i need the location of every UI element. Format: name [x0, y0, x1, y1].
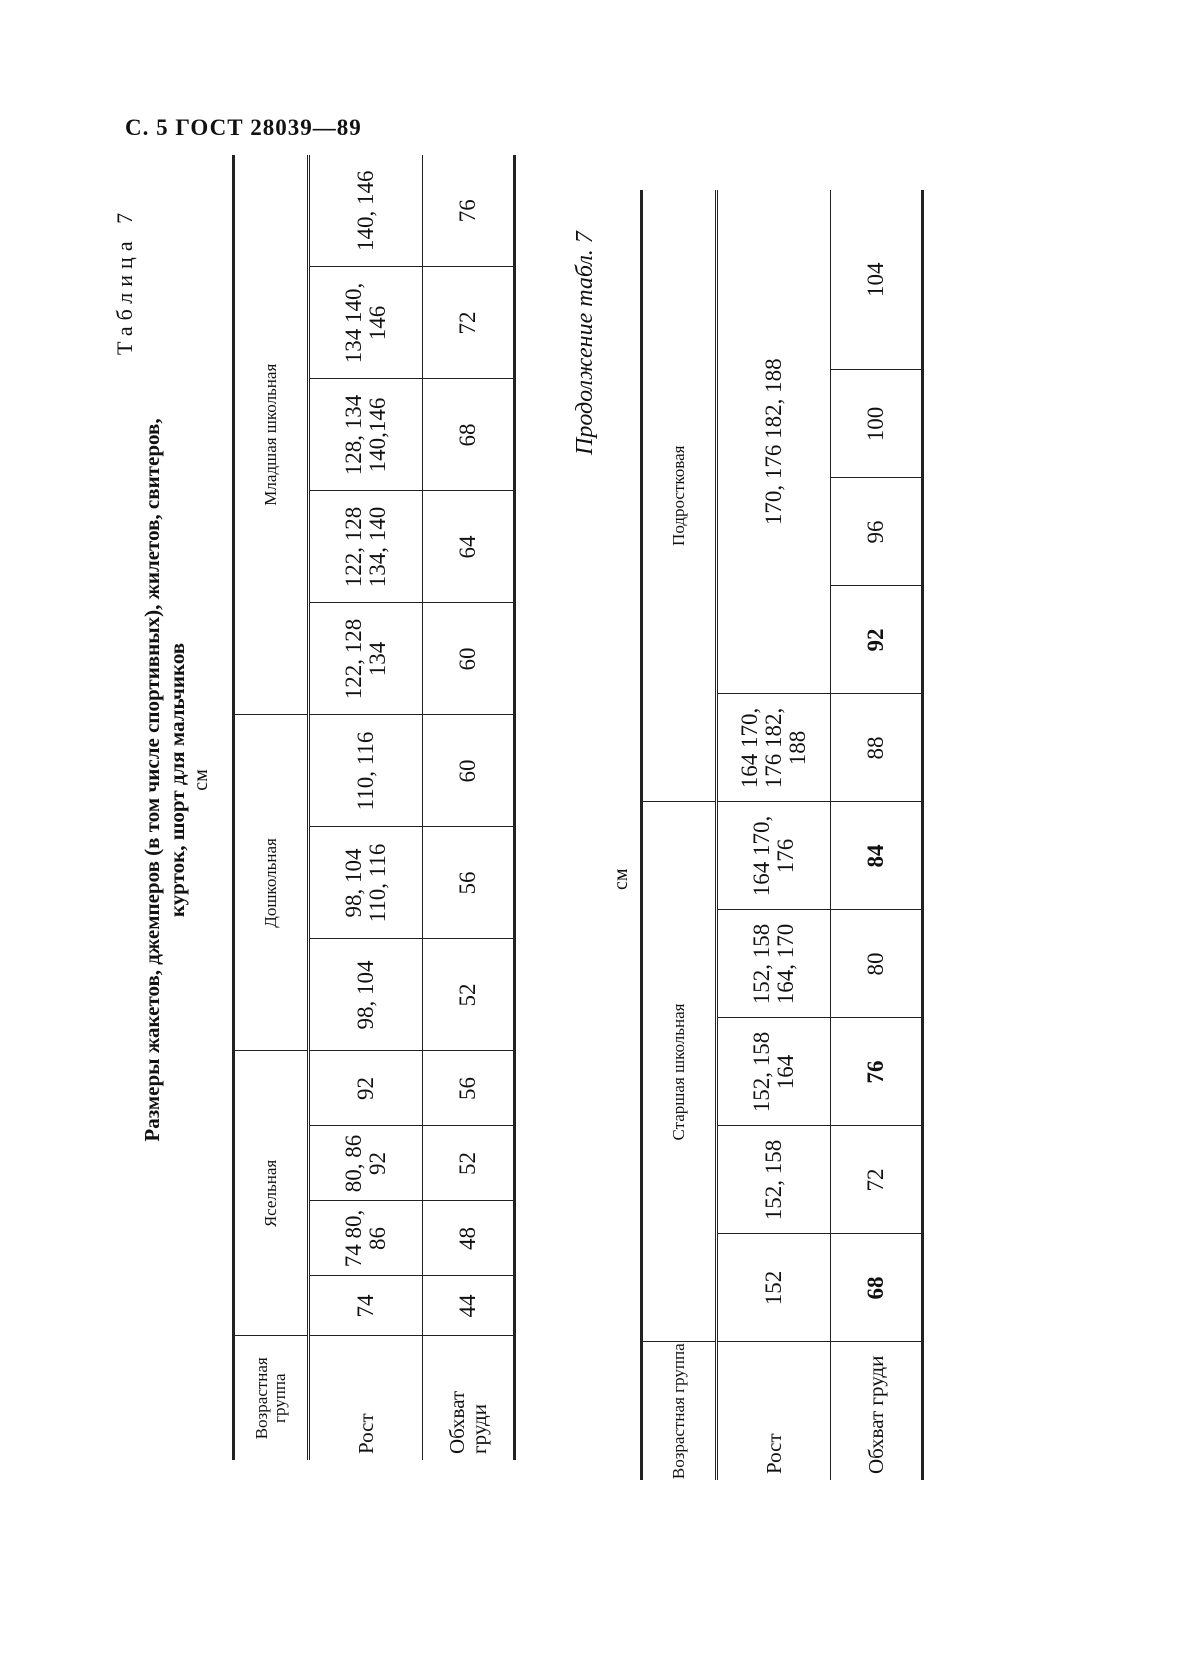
- growth-cell: 74: [309, 1276, 423, 1336]
- chest-cell: 60: [423, 603, 515, 715]
- table-7-part-1: [232, 155, 516, 1460]
- growth-cell: 134 140, 146: [309, 267, 423, 379]
- growth-cell: 164 170, 176: [717, 802, 831, 910]
- unit-label-2: см: [610, 868, 632, 890]
- chest-cell: 56: [423, 827, 515, 939]
- growth-label: Рост: [309, 1336, 423, 1460]
- growth-cell: 152: [717, 1234, 831, 1342]
- chest-cell: 56: [423, 1051, 515, 1126]
- chest-cell: 88: [831, 694, 923, 802]
- growth-cell: 92: [309, 1051, 423, 1126]
- group-senior-school: Старшая школьная: [642, 802, 717, 1342]
- growth-cell: 140, 146: [309, 155, 423, 267]
- chest-cell: 52: [423, 939, 515, 1051]
- chest-cell: 96: [831, 478, 923, 586]
- chest-label: Обхват груди: [831, 1342, 923, 1480]
- chest-cell: 68: [423, 379, 515, 491]
- chest-cell: 48: [423, 1201, 515, 1276]
- chest-cell: 80: [831, 910, 923, 1018]
- chest-cell: 72: [831, 1126, 923, 1234]
- table-7-part-2: [640, 190, 924, 1480]
- group-junior-school: Младшая школьная: [234, 155, 309, 715]
- growth-label: Рост: [717, 1342, 831, 1480]
- chest-label: Обхват груди: [423, 1336, 515, 1460]
- growth-cell: 164 170, 176 182, 188: [717, 694, 831, 802]
- age-group-label: Возрастная группа: [252, 1357, 289, 1440]
- growth-cell: 152, 158: [717, 1126, 831, 1234]
- chest-cell: 44: [423, 1276, 515, 1336]
- chest-cell: 52: [423, 1126, 515, 1201]
- growth-cell: 122, 128 134: [309, 603, 423, 715]
- group-preschool: Дошкольная: [234, 715, 309, 1051]
- growth-cell: 170, 176 182, 188: [717, 190, 831, 694]
- chest-cell: 92: [831, 586, 923, 694]
- group-teen: Подростковая: [642, 190, 717, 802]
- chest-cell: 76: [423, 155, 515, 267]
- chest-cell: 104: [831, 190, 923, 370]
- growth-cell: 122, 128 134, 140: [309, 491, 423, 603]
- growth-cell: 110, 116: [309, 715, 423, 827]
- growth-cell: 152, 158 164: [717, 1018, 831, 1126]
- chest-cell: 72: [423, 267, 515, 379]
- age-group-label: Возрастная группа: [669, 1343, 689, 1480]
- growth-cell: 98, 104: [309, 939, 423, 1051]
- chest-cell: 84: [831, 802, 923, 910]
- table-title: Размеры жакетов, джемперов (в том числе спортивных), жилетов, свитеров, курток, шорт для мальчиков: [140, 418, 190, 1142]
- chest-cell: 60: [423, 715, 515, 827]
- chest-cell: 64: [423, 491, 515, 603]
- table-number-label: Таблица 7: [112, 206, 137, 355]
- table-title-block: [140, 140, 213, 1420]
- page-header: С. 5 ГОСТ 28039—89: [125, 115, 362, 140]
- continuation-label: Продолжение табл. 7: [572, 231, 598, 455]
- growth-cell: 152, 158 164, 170: [717, 910, 831, 1018]
- growth-cell: 128, 134 140,146: [309, 379, 423, 491]
- growth-cell: 74 80, 86: [309, 1201, 423, 1276]
- growth-cell: 80, 86 92: [309, 1126, 423, 1201]
- unit-label: см: [190, 769, 213, 791]
- group-nursery: Ясельная: [234, 1051, 309, 1336]
- growth-cell: 98, 104 110, 116: [309, 827, 423, 939]
- chest-cell: 68: [831, 1234, 923, 1342]
- chest-cell: 76: [831, 1018, 923, 1126]
- chest-cell: 100: [831, 370, 923, 478]
